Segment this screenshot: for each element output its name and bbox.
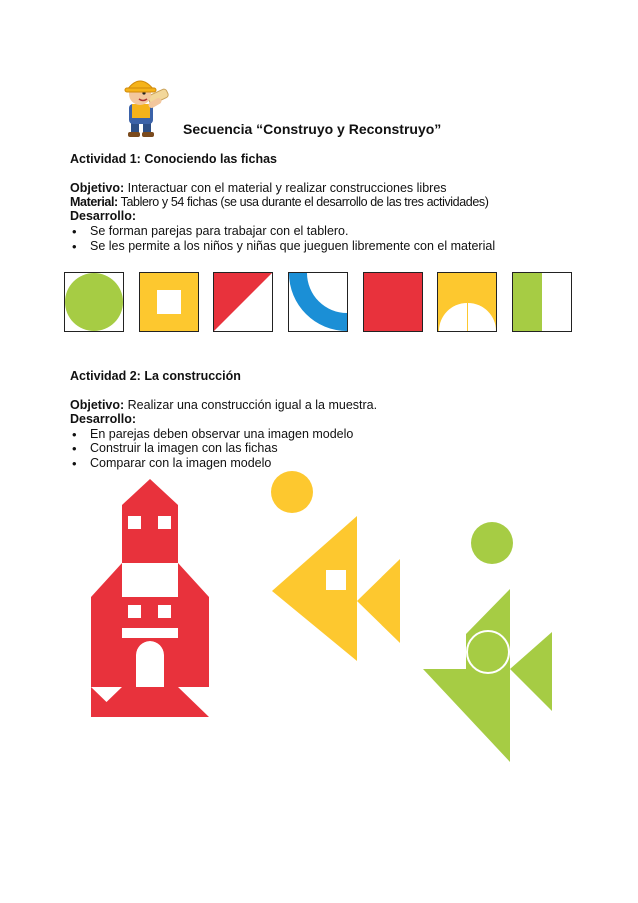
activity-1-development-label: Desarrollo: — [70, 209, 136, 223]
objective-label: Objetivo: — [70, 181, 125, 195]
activity-1-heading: Actividad 1: Conociendo las fichas — [70, 152, 277, 166]
list-item: • Comparar con la imagen modelo — [90, 456, 271, 471]
objective-text: Interactuar con el material y realizar construcciones libres — [124, 181, 447, 195]
document-title: Secuencia “Construyo y Reconstruyo” — [183, 121, 442, 137]
list-item: • Construir la imagen con las fichas — [90, 441, 278, 456]
material-label: Material: — [70, 195, 118, 209]
objective-label: Objetivo: — [70, 398, 125, 412]
objective-text: Realizar una construcción igual a la muestra. — [124, 398, 378, 412]
list-item: • Se les permite a los niños y niñas que jueguen libremente con el material — [90, 239, 495, 254]
activity-2-heading: Actividad 2: La construcción — [70, 369, 241, 383]
material-text: Tablero y 54 fichas (se usa durante el desarrollo de las tres actividades) — [117, 195, 489, 209]
list-item: • En parejas deben observar una imagen modelo — [90, 427, 353, 442]
activity-2-development-label: Desarrollo: — [70, 412, 136, 426]
list-item: • Se forman parejas para trabajar con el tablero. — [90, 224, 348, 239]
yellow-fish-figure — [271, 471, 400, 661]
